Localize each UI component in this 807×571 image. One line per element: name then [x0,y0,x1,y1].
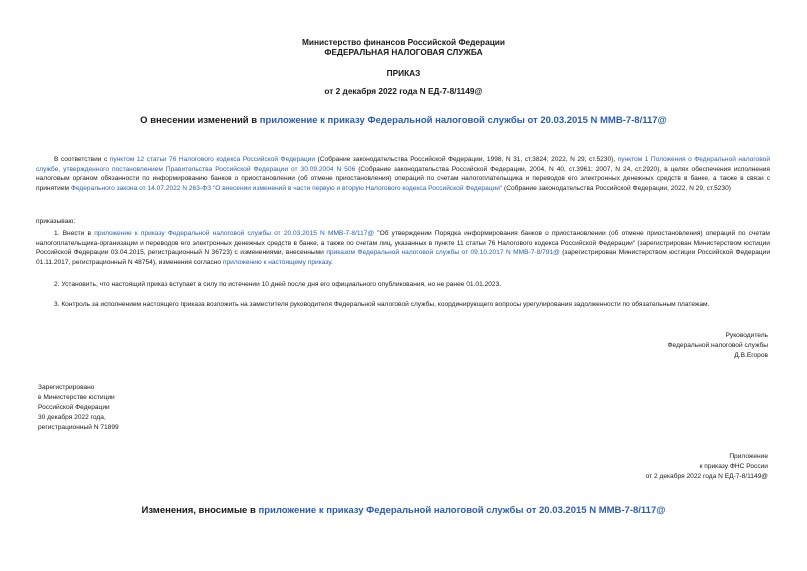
signature-position: Руководитель [725,332,768,339]
registration-line-5: регистрационный N 71899 [38,424,119,431]
changes-title [0,505,807,516]
preamble-paragraph [36,155,770,193]
preamble-text-3: (Собрание законодательства Российской Федерации, 2004, N 40, ст.3961; 2007, N 24, ст.2920), в целях обеспечения исполнения налоговым органом обязанности по информированию банков о приостановлении (об отмене приостановления) операций по счетам налогоплательщика и переводов его электронных денежных средств в банке, а также в связи с принятием [36,165,770,192]
registration-line-1: Зарегистрировано [38,384,95,391]
order-word: приказываю: [36,218,76,225]
appendix-note-line-2: к приказу ФНС России [699,463,768,470]
page-title [0,115,807,126]
signature-block [668,331,768,361]
title-link[interactable]: приложение к приказу Федеральной налоговой службы от 20.03.2015 N ММВ-7-8/117@ [259,115,667,126]
item1-text-2: "Об утверждении Порядка информирования банков о приостановлении (об отмене приостановления) операций по счетам налогоплательщика-организации и переводов его электронных денежных средств в банке, а также по счетам лиц, указанных в пункте 11 статьи 76 Налогового кодекса Российской Федерации" (зарегистрирован Министерством юстиции Российской Федерации 03.04.2015, регистрационный N 36723) с изменениями, внесенными [36,230,770,257]
appendix-note [646,452,768,482]
service-name: ФЕДЕРАЛЬНАЯ НАЛОГОВАЯ СЛУЖБА [324,47,483,57]
registration-line-3: Российской Федерации [38,404,110,411]
item1-text-4: . [330,258,333,266]
document-type: ПРИКАЗ [386,68,421,78]
preamble-text-4: (Собрание законодательства Российской Федерации, 2022, N 29, ст.5230) [502,184,731,192]
signature-name: Д.В.Егоров [734,352,768,359]
amended-order-link[interactable]: приложение к приказу Федеральной налоговой службы от 20.03.2015 N ММВ-7-8/117@ [94,230,375,237]
item-3-paragraph: 3. Контроль за исполнением настоящего приказа возложить на заместителя руководителя Федеральной налоговой службы, координирующего вопросы урегулирования задолженности по обязательным платежам. [54,301,710,308]
preamble-text-1: В соответствии с [54,156,110,163]
registration-line-2: в Министерстве юстиции [38,394,115,401]
appendix-link[interactable]: приложению к настоящему приказу [222,258,331,266]
preamble-text-2: (Собрание законодательства Российской Федерации, 1998, N 31, ст.3824; 2022, N 29, ст.5230), [315,156,618,163]
registration-block [38,383,119,433]
appendix-note-line-3: от 2 декабря 2022 года N ЕД-7-8/1149@ [645,473,768,480]
item-2-paragraph: 2. Установить, что настоящий приказ вступает в силу по истечении 10 дней после дня его официального опубликования, но не ранее 01.01.2023. [54,281,502,288]
fns-regulation-link[interactable]: пунктом 1 Положения о Федеральной налоговой службе, утвержденного постановлением Правительства Российской Федерации от 30.09.2004 N 506 [36,156,771,173]
changes-title-prefix: Изменения, вносимые в [141,505,259,516]
amending-order-link[interactable]: приказом Федеральной налоговой службы от 09.10.2017 N ММВ-7-8/791@ [326,249,560,257]
title-prefix: О внесении изменений в [140,115,260,126]
item1-text-1: 1. Внести в [54,230,95,237]
changes-title-link[interactable]: приложение к приказу Федеральной налоговой службы от 20.03.2015 N ММВ-7-8/117@ [258,505,666,516]
item-1-paragraph [36,229,770,267]
signature-organization: Федеральной налоговой службы [667,342,768,349]
ministry-name: Министерство финансов Российской Федерации [301,37,506,47]
registration-line-4: 30 декабря 2022 года, [38,414,106,421]
document-date-number: от 2 декабря 2022 года N ЕД-7-8/1149@ [324,86,483,96]
item1-text-3: (зарегистрирован Министерством юстиции Российской Федерации 01.11.2017, регистрационный N 48754), изменения согласно [36,249,771,266]
tax-code-link[interactable]: пунктом 12 статьи 76 Налогового кодекса Российской Федерации [109,156,316,163]
appendix-note-line-1: Приложение [729,453,768,460]
federal-law-link[interactable]: Федерального закона от 14.07.2022 N 263-ФЗ "О внесении изменений в части первую и вторую Налогового кодекса Российской Федерации" [70,184,503,192]
